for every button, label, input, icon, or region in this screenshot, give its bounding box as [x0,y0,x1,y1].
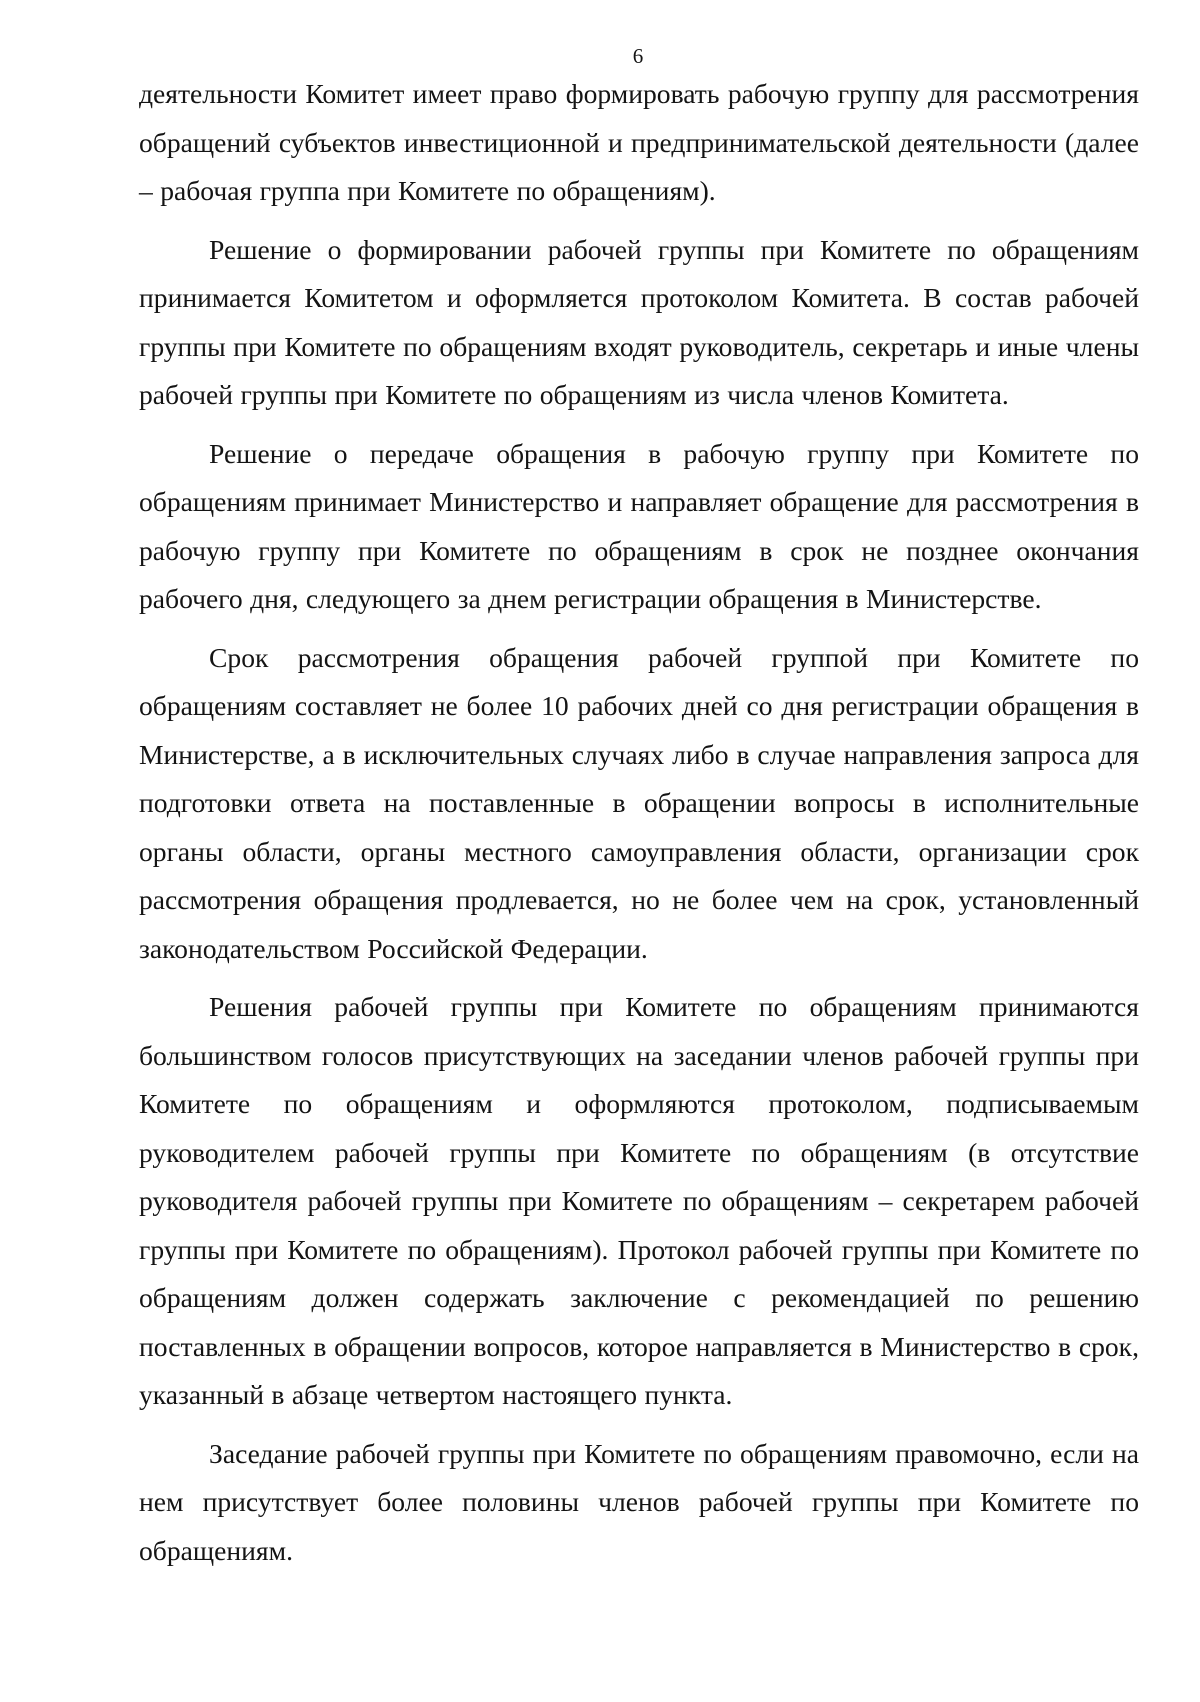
paragraph-continuation: деятельности Комитет имеет право формировать рабочую группу для рассмотрения обращений субъектов инвестиционной и предпринимательской деятельности (далее – рабочая группа при Комитете по обращениям). [139,78,1139,206]
paragraph-quorum: Заседание рабочей группы при Комитете по обращениям правомочно, если на нем присутствует более половины членов рабочей группы при Комитете по обращениям. [139,1437,1139,1566]
page-number: 6 [632,44,644,68]
paragraph-appeal-transfer: Решение о передаче обращения в рабочую группу при Комитете по обращениям принимает Министерство и направляет обращение для рассмотрения в рабочую группу при Комитете по обращениям в срок не позднее окончания рабочего дня, следующего за днем регистрации обращения в Министерстве. [139,437,1139,614]
paragraph-review-period: Срок рассмотрения обращения рабочей группой при Комитете по обращениям составляет не более 10 рабочих дней со дня регистрации обращения в Министерстве, а в исключительных случаях либо в случае направления запроса для подготовки ответа на поставленные в обращении вопросы в исполнительные органы области, органы местного самоуправления области, организации срок рассмотрения обращения продлевается, но не более чем на срок, установленный законодательством Российской Федерации. [139,641,1139,964]
document-body [139,70,1139,1585]
paragraph-decisions: Решения рабочей группы при Комитете по обращениям принимаются большинством голосов присутствующих на заседании членов рабочей группы при Комитете по обращениям и оформляются протоколом, подписываемым руководителем рабочей группы при Комитете по обращениям (в отсутствие руководителя рабочей группы при Комитете по обращениям – секретарем рабочей группы при Комитете по обращениям). Протокол рабочей группы при Комитете по обращениям должен содержать заключение с рекомендацией по решению поставленных в обращении вопросов, которое направляется в Министерство в срок, указанный в абзаце четвертом настоящего пункта. [139,991,1139,1410]
paragraph-working-group-formation: Решение о формировании рабочей группы при Комитете по обращениям принимается Комитетом и оформляется протоколом Комитета. В состав рабочей группы при Комитете по обращениям входят руководитель, секретарь и иные члены рабочей группы при Комитете по обращениям из числа членов Комитета. [139,233,1139,410]
